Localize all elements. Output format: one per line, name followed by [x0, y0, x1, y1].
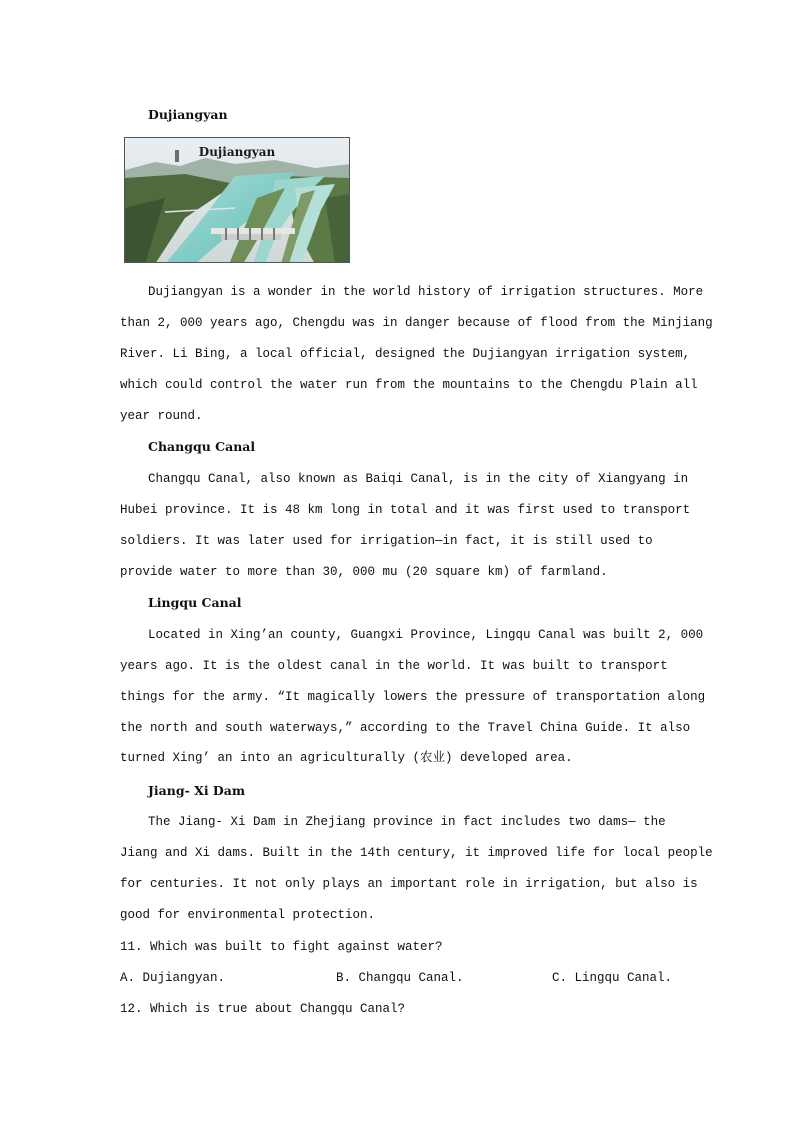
paragraph-line: Changqu Canal, also known as Baiqi Canal, is in the city of Xiangyang in [148, 472, 689, 486]
section-heading-changqu: Changqu Canal [148, 439, 256, 454]
question-11: 11. Which was built to fight against water? [120, 940, 443, 954]
paragraph-line: turned Xing’ an into an agriculturally (农业) developed area. [120, 751, 573, 765]
paragraph-line: years ago. It is the oldest canal in the world. It was built to transport [120, 659, 668, 673]
paragraph-line: year round. [120, 409, 203, 423]
paragraph-line: The Jiang- Xi Dam in Zhejiang province in fact includes two dams— the [148, 815, 666, 829]
paragraph-line: Located in Xing’an county, Guangxi Province, Lingqu Canal was built 2, 000 [148, 628, 704, 642]
option-b: B. Changqu Canal. [336, 971, 464, 985]
paragraph-line: the north and south waterways,” according to the Travel China Guide. It also [120, 721, 691, 735]
paragraph-line: which could control the water run from the mountains to the Chengdu Plain all [120, 378, 698, 392]
paragraph-line: things for the army. “It magically lowers the pressure of transportation along [120, 690, 706, 704]
paragraph-line: good for environmental protection. [120, 908, 376, 922]
paragraph-line: River. Li Bing, a local official, designed the Dujiangyan irrigation system, [120, 347, 691, 361]
option-c: C. Lingqu Canal. [552, 971, 673, 985]
option-a: A. Dujiangyan. [120, 971, 226, 985]
section-heading-dujiangyan: Dujiangyan [148, 107, 228, 122]
dujiangyan-photo [124, 137, 350, 263]
paragraph-line: soldiers. It was later used for irrigation—in fact, it is still used to [120, 534, 653, 548]
paragraph-line: Hubei province. It is 48 km long in total and it was first used to transport [120, 503, 691, 517]
paragraph-line: than 2, 000 years ago, Chengdu was in danger because of flood from the Minjiang [120, 316, 713, 330]
paragraph-line: provide water to more than 30, 000 mu (20 square km) of farmland. [120, 565, 608, 579]
photo-caption: Dujiangyan [198, 145, 276, 159]
paragraph-line: Dujiangyan is a wonder in the world history of irrigation structures. More [148, 285, 704, 299]
section-heading-lingqu: Lingqu Canal [148, 595, 242, 610]
paragraph-line: Jiang and Xi dams. Built in the 14th century, it improved life for local people [120, 846, 713, 860]
section-heading-jiang-xi-dam: Jiang- Xi Dam [148, 783, 246, 798]
question-12: 12. Which is true about Changqu Canal? [120, 1002, 406, 1016]
paragraph-line: for centuries. It not only plays an important role in irrigation, but also is [120, 877, 698, 891]
